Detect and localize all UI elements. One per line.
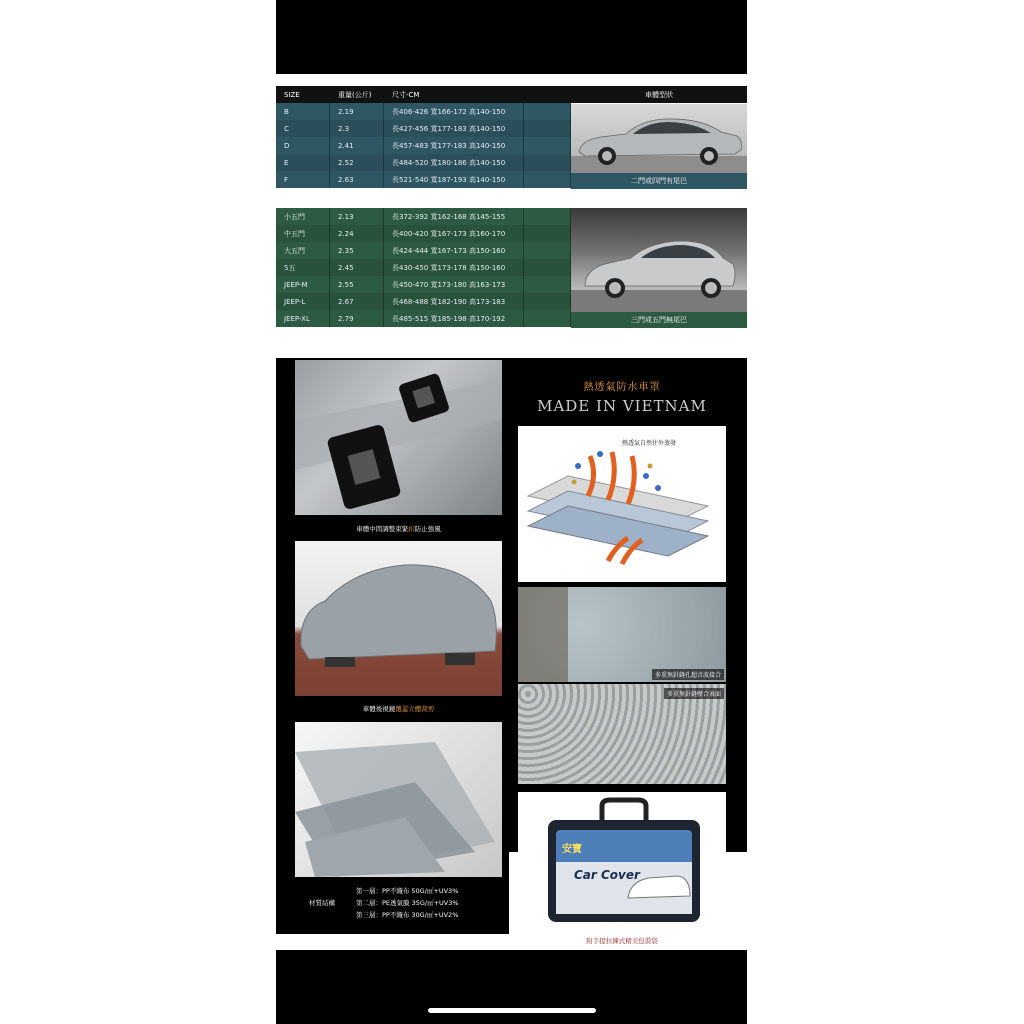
table-row <box>276 208 571 225</box>
header-car-type: 車體型狀 <box>571 86 747 103</box>
cell-size: D <box>276 137 330 154</box>
cell-size: 大五門 <box>276 242 330 259</box>
packaging-bag-photo <box>518 792 726 930</box>
cell-dimensions: 長450-470 寬173-180 高163-173 <box>384 276 524 293</box>
fabric-tag-2: 多重無針縫壓合表面 <box>664 688 724 699</box>
cell-weight: 2.24 <box>330 225 384 242</box>
cell-weight: 2.41 <box>330 137 384 154</box>
table-row <box>276 171 571 188</box>
table-row <box>276 242 571 259</box>
hatchback-caption: 三門或五門無尾巴 <box>571 312 747 328</box>
fabric-closeup-1 <box>518 587 726 682</box>
sedan-car-photo <box>571 104 747 173</box>
cell-weight: 2.3 <box>330 120 384 137</box>
table-row <box>276 225 571 242</box>
hatchback-car-photo <box>571 208 747 312</box>
cell-size: 小五門 <box>276 208 330 225</box>
cell-size: F <box>276 171 330 188</box>
cell-size: E <box>276 154 330 171</box>
home-indicator[interactable] <box>428 1008 596 1013</box>
sedan-caption: 二門或四門有尾巴 <box>571 173 747 189</box>
layer-2: 第二層：PE透氣膜 35G/㎡+UV3% <box>356 899 459 907</box>
table-row <box>276 137 571 154</box>
cell-empty <box>524 242 571 259</box>
header-dimensions: 尺寸-CM <box>384 86 571 103</box>
header-weight: 重量(公斤) <box>330 86 384 103</box>
cell-dimensions: 長406-426 寬166-172 高140-150 <box>384 103 524 120</box>
table-row <box>276 310 571 327</box>
cell-size: JEEP-L <box>276 293 330 310</box>
table-row <box>276 293 571 310</box>
bag-brand: 安寶 <box>562 844 582 855</box>
fabric-closeup-2 <box>518 684 726 784</box>
cell-dimensions: 長484-520 寬180-186 高140-150 <box>384 154 524 171</box>
cell-empty <box>524 137 571 154</box>
cell-dimensions: 長372-392 寬162-168 高145-155 <box>384 208 524 225</box>
cell-empty <box>524 120 571 137</box>
bag-cover-text: Car Cover <box>574 868 640 882</box>
cell-empty <box>524 259 571 276</box>
cell-weight: 2.55 <box>330 276 384 293</box>
cell-weight: 2.19 <box>330 103 384 120</box>
cell-weight: 2.35 <box>330 242 384 259</box>
table-row <box>276 120 571 137</box>
cell-weight: 2.45 <box>330 259 384 276</box>
breath-caption: 熱透氣自然往外蒸發 <box>622 440 677 447</box>
cell-empty <box>524 103 571 120</box>
table-row <box>276 103 571 120</box>
bag-caption: 附手提拉鍊式精美包裝袋 <box>586 937 658 945</box>
table-row <box>276 276 571 293</box>
fabric-tag-1: 多重無針縫孔超音波接合 <box>652 669 724 680</box>
cell-empty <box>524 208 571 225</box>
cell-size: C <box>276 120 330 137</box>
buckle-caption: 車體中間調整束緊扣防止強風 <box>356 525 441 533</box>
cell-empty <box>524 293 571 310</box>
cell-size: JEEP-M <box>276 276 330 293</box>
cell-dimensions: 長400-420 寬167-173 高160-170 <box>384 225 524 242</box>
cover-caption: 車體後視鏡覆蓋立體裁剪 <box>362 705 435 713</box>
header-size: SIZE <box>276 86 330 103</box>
cell-empty <box>524 276 571 293</box>
cell-size: JEEP-XL <box>276 310 330 327</box>
cell-size: S五 <box>276 259 330 276</box>
table-row <box>276 259 571 276</box>
promo-title-cn: 熱透氣防水車罩 <box>583 382 661 393</box>
promo-title-en: MADE IN VIETNAM <box>537 397 707 415</box>
cell-empty <box>524 225 571 242</box>
cell-dimensions: 長485-515 寬185-198 高170-192 <box>384 310 524 327</box>
table-row <box>276 154 571 171</box>
material-label: 材質結構 <box>309 899 335 907</box>
cell-empty <box>524 171 571 188</box>
cell-weight: 2.63 <box>330 171 384 188</box>
cell-dimensions: 長468-488 寬182-190 高173-183 <box>384 293 524 310</box>
top-black-bar <box>276 0 747 74</box>
cell-dimensions: 長427-456 寬177-183 高140-150 <box>384 120 524 137</box>
cell-weight: 2.13 <box>330 208 384 225</box>
cell-size: B <box>276 103 330 120</box>
cell-dimensions: 長521-540 寬187-193 高140-150 <box>384 171 524 188</box>
cell-weight: 2.52 <box>330 154 384 171</box>
cell-dimensions: 長457-483 寬177-183 高140-150 <box>384 137 524 154</box>
cell-empty <box>524 154 571 171</box>
fabric-layers-photo <box>295 722 502 877</box>
cell-empty <box>524 310 571 327</box>
cell-dimensions: 長430-450 寬173-178 高150-160 <box>384 259 524 276</box>
cell-weight: 2.79 <box>330 310 384 327</box>
covered-car-photo <box>295 541 502 696</box>
cell-size: 中五門 <box>276 225 330 242</box>
cell-dimensions: 長424-444 寬167-173 高150-160 <box>384 242 524 259</box>
layer-1: 第一層：PP不織布 50G/㎡+UV3% <box>356 887 459 895</box>
buckle-photo <box>295 360 502 515</box>
layer-3: 第三層：PP不織布 30G/㎡+UV2% <box>356 911 459 919</box>
table-header-row <box>276 86 747 103</box>
breathable-diagram <box>518 426 726 582</box>
cell-weight: 2.67 <box>330 293 384 310</box>
